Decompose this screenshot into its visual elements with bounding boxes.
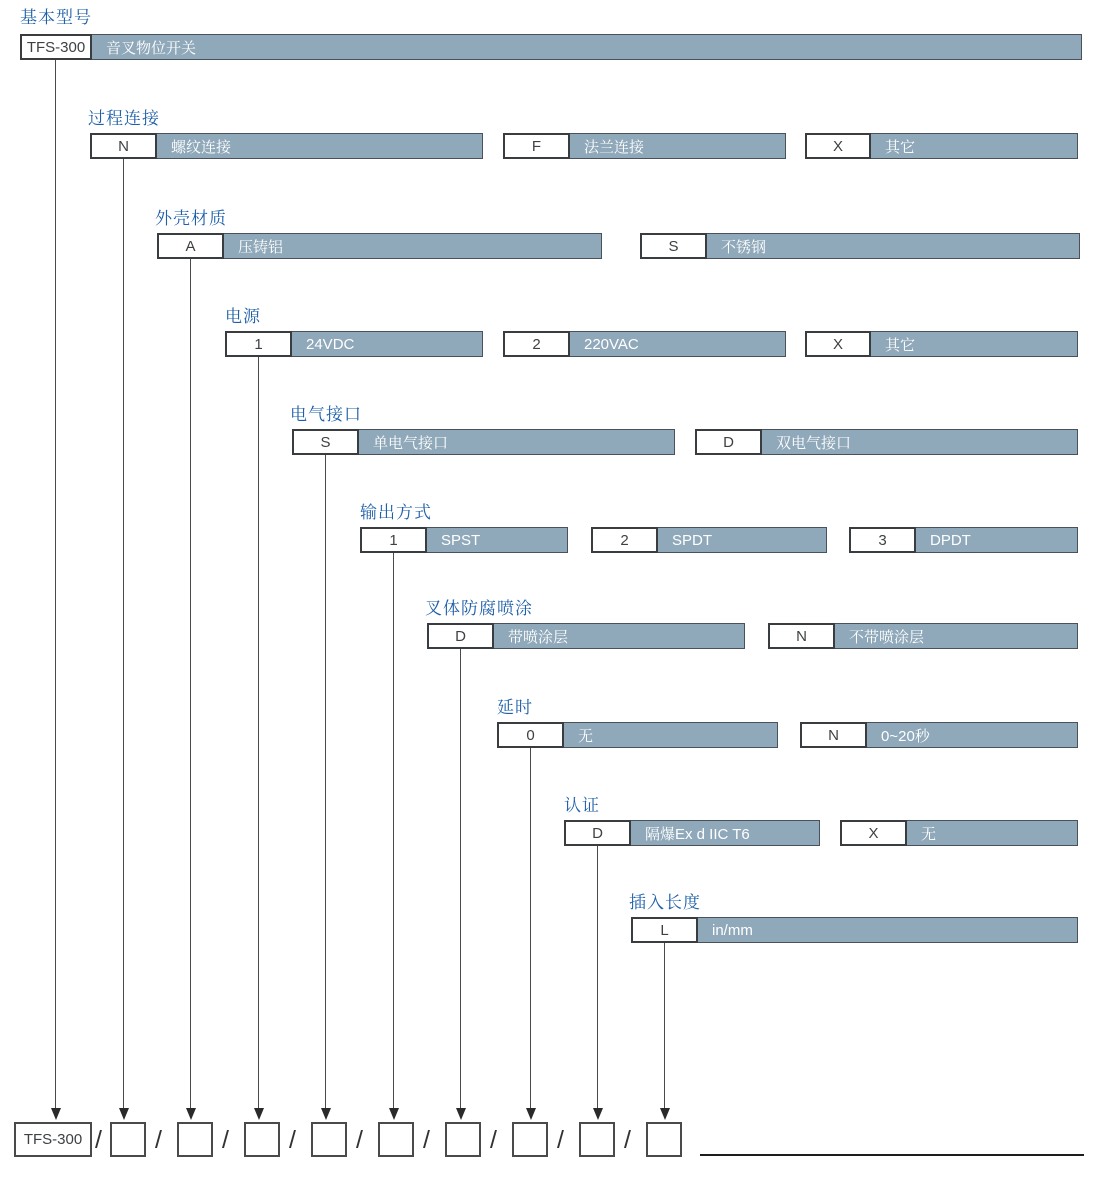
desc-bar: 压铸铝 [224, 233, 602, 259]
order-code-slot [378, 1122, 414, 1157]
desc-bar: 其它 [871, 331, 1078, 357]
option-group [640, 233, 1080, 259]
option-group [564, 820, 820, 846]
desc-bar: 220VAC [570, 331, 786, 357]
code-box: D [427, 623, 494, 649]
section-label-time-delay: 延时 [497, 698, 533, 717]
option-group [800, 722, 1078, 748]
order-code-slot [579, 1122, 615, 1157]
code-box: N [90, 133, 157, 159]
arrow-down-icon [660, 1108, 670, 1120]
option-group [591, 527, 827, 553]
option-group [695, 429, 1078, 455]
connector-line [325, 455, 326, 1108]
option-group [225, 331, 483, 357]
order-code-slot [311, 1122, 347, 1157]
slash-separator: / [155, 1126, 162, 1154]
code-box: 3 [849, 527, 916, 553]
desc-bar: 不带喷涂层 [835, 623, 1078, 649]
section-label-housing-material: 外壳材质 [155, 209, 227, 228]
arrow-down-icon [526, 1108, 536, 1120]
order-code-slot [512, 1122, 548, 1157]
desc-bar: 不锈钢 [707, 233, 1080, 259]
slash-separator: / [490, 1126, 497, 1154]
code-box: 0 [497, 722, 564, 748]
arrow-down-icon [321, 1108, 331, 1120]
section-label-process-connection: 过程连接 [88, 109, 160, 128]
desc-bar: 单电气接口 [359, 429, 675, 455]
order-code-slot [646, 1122, 682, 1157]
desc-bar: 螺纹连接 [157, 133, 483, 159]
order-code-slot [177, 1122, 213, 1157]
connector-line [258, 357, 259, 1108]
connector-line [190, 259, 191, 1108]
option-group [90, 133, 483, 159]
desc-bar: 双电气接口 [762, 429, 1078, 455]
desc-bar: 无 [564, 722, 778, 748]
slash-separator: / [624, 1126, 631, 1154]
slash-separator: / [289, 1126, 296, 1154]
slash-separator: / [222, 1126, 229, 1154]
order-code-slot [244, 1122, 280, 1157]
code-box-base-model: TFS-300 [20, 34, 92, 60]
desc-bar: 无 [907, 820, 1078, 846]
section-label-fork-coating: 叉体防腐喷涂 [425, 599, 533, 618]
order-code-slot [110, 1122, 146, 1157]
desc-bar: 24VDC [292, 331, 483, 357]
code-box: 2 [591, 527, 658, 553]
connector-line [530, 748, 531, 1108]
desc-bar: 带喷涂层 [494, 623, 745, 649]
code-box: N [800, 722, 867, 748]
connector-line [664, 943, 665, 1108]
desc-bar: 0~20秒 [867, 722, 1078, 748]
order-code-slot [445, 1122, 481, 1157]
option-group [805, 133, 1078, 159]
section-label-electrical-entry: 电气接口 [290, 405, 362, 424]
desc-bar: SPDT [658, 527, 827, 553]
section-label-base-model: 基本型号 [20, 8, 92, 27]
code-box: X [805, 331, 871, 357]
slash-separator: / [423, 1126, 430, 1154]
desc-bar: 隔爆Ex d IIC T6 [631, 820, 820, 846]
desc-bar: SPST [427, 527, 568, 553]
code-box: D [564, 820, 631, 846]
option-group [805, 331, 1078, 357]
code-box: 1 [225, 331, 292, 357]
code-box: 1 [360, 527, 427, 553]
option-group [157, 233, 602, 259]
order-code-prefix-box: TFS-300 [14, 1122, 92, 1157]
code-box: F [503, 133, 570, 159]
section-label-power-supply: 电源 [225, 307, 261, 326]
code-box: L [631, 917, 698, 943]
option-group [631, 917, 1078, 943]
code-box: X [840, 820, 907, 846]
code-box: D [695, 429, 762, 455]
arrow-down-icon [593, 1108, 603, 1120]
desc-bar-base-model: 音叉物位开关 [92, 34, 1082, 60]
option-group [292, 429, 675, 455]
fill-in-underline [700, 1154, 1084, 1156]
option-group [503, 133, 786, 159]
option-group-base [20, 34, 1082, 60]
slash-separator: / [557, 1126, 564, 1154]
code-box: S [640, 233, 707, 259]
option-group [497, 722, 778, 748]
arrow-down-icon [389, 1108, 399, 1120]
desc-bar: 其它 [871, 133, 1078, 159]
option-group [840, 820, 1078, 846]
connector-line [393, 553, 394, 1108]
connector-line [123, 159, 124, 1108]
arrow-down-icon [119, 1108, 129, 1120]
connector-line [55, 60, 56, 1108]
arrow-down-icon [186, 1108, 196, 1120]
arrow-down-icon [254, 1108, 264, 1120]
desc-bar: 法兰连接 [570, 133, 786, 159]
code-box: X [805, 133, 871, 159]
option-group [849, 527, 1078, 553]
arrow-down-icon [51, 1108, 61, 1120]
desc-bar: in/mm [698, 917, 1078, 943]
arrow-down-icon [456, 1108, 466, 1120]
option-group [503, 331, 786, 357]
code-box: N [768, 623, 835, 649]
section-label-certification: 认证 [564, 796, 600, 815]
connector-line [597, 846, 598, 1108]
code-box: A [157, 233, 224, 259]
code-box: 2 [503, 331, 570, 357]
option-group [768, 623, 1078, 649]
code-box: S [292, 429, 359, 455]
connector-line [460, 649, 461, 1108]
slash-separator: / [356, 1126, 363, 1154]
slash-separator: / [95, 1126, 102, 1154]
desc-bar: DPDT [916, 527, 1078, 553]
option-group [427, 623, 745, 649]
section-label-output-type: 输出方式 [360, 503, 432, 522]
section-label-insertion-length: 插入长度 [629, 893, 701, 912]
option-group [360, 527, 568, 553]
